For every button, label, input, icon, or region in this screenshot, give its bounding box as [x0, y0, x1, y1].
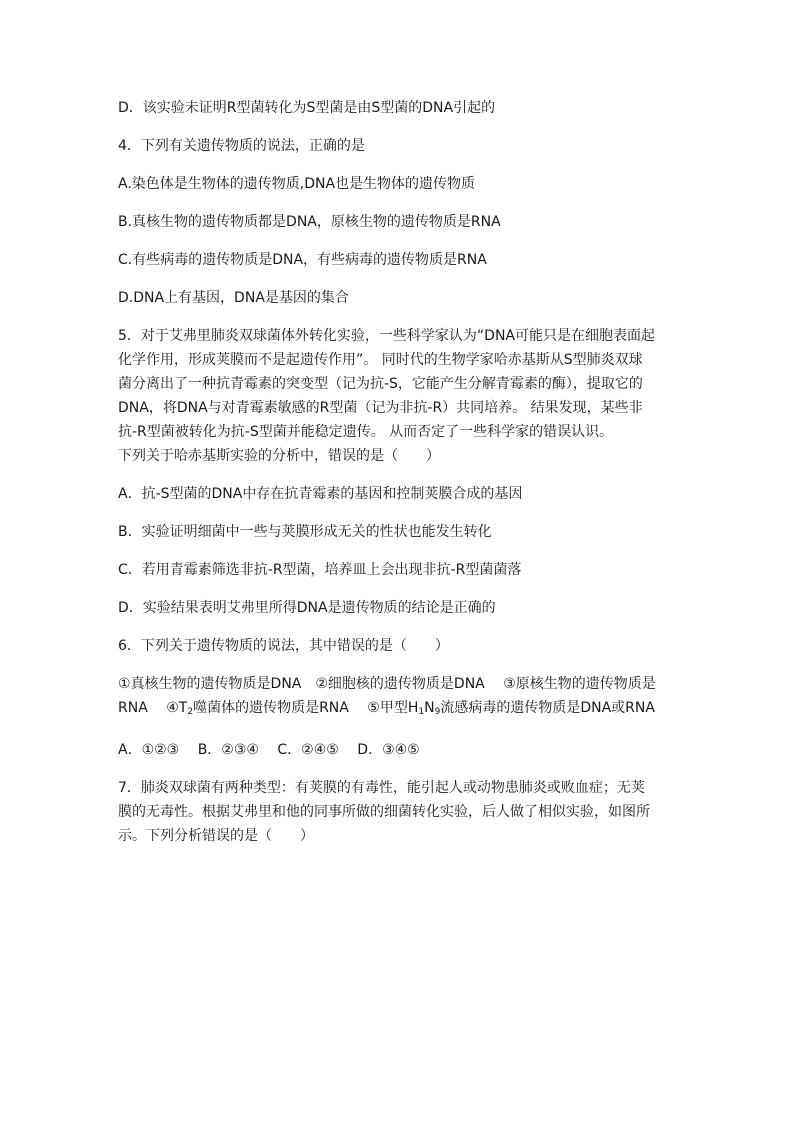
q6-line-2	[118, 696, 678, 724]
q5-line-6: 下列关于哈赤基斯实验的分析中，错误的是（ ）	[118, 448, 440, 464]
q6-line-2-part-a: RNA ④T	[118, 700, 188, 716]
q5-line-1: 5．对于艾弗里肺炎双球菌体外转化实验，一些科学家认为“DNA可能只是在细胞表面起	[118, 328, 655, 344]
q5-line-5: 抗-R型菌被转化为抗-S型菌并能稳定遗传。 从而否定了一些科学家的错误认识。	[118, 424, 614, 440]
q7-line-1: 7．肺炎双球菌有两种类型：有荚膜的有毒性，能引起人或动物患肺炎或败血症；无荚	[118, 780, 645, 796]
q6-line-1: ①真核生物的遗传物质是DNA ②细胞核的遗传物质是DNA ③原核生物的遗传物质是	[118, 676, 656, 692]
q6-options	[118, 738, 678, 762]
q5-option-a: A．抗-S型菌的DNA中存在抗青霉素的基因和控制荚膜合成的基因	[118, 486, 523, 502]
q5-line-3: 菌分离出了一种抗青霉素的突变型（记为抗-S，它能产生分解青霉素的酶），提取它的	[118, 376, 643, 392]
q5-line-4: DNA，将DNA与对青霉素敏感的R型菌（记为非抗-R）共同培养。 结果发现，某些非	[118, 400, 643, 416]
q7-stem	[118, 776, 678, 848]
q7-line-3: 示。下列分析错误的是（ ）	[118, 828, 314, 844]
q5-option-b: B．实验证明细菌中一些与荚膜形成无关的性状也能发生转化	[118, 524, 492, 540]
q6-option-c: C．②④⑤	[277, 742, 339, 758]
q6-line-2-part-c: N	[424, 700, 435, 716]
q6-subscript-h1: 1	[418, 707, 425, 717]
q5-option-c: C．若用青霉素筛选非抗-R型菌，培养皿上会出现非抗-R型菌菌落	[118, 562, 522, 578]
q6-line-2-part-d: 流感病毒的遗传物质是DNA或RNA	[440, 700, 655, 716]
q5-line-2: 化学作用，形成荚膜而不是起遗传作用”。 同时代的生物学家哈赤基斯从S型肺炎双球	[118, 352, 643, 368]
q6-subscript-t2: 2	[187, 707, 194, 717]
q4-option-d: D.DNA上有基因，DNA是基因的集合	[118, 290, 349, 306]
question-content	[118, 96, 678, 848]
q4-option-b: B.真核生物的遗传物质都是DNA，原核生物的遗传物质是RNA	[118, 214, 501, 230]
q4-stem: 4．下列有关遗传物质的说法，正确的是	[118, 138, 365, 154]
q6-option-a: A．①②③	[118, 742, 180, 758]
q7-line-2: 膜的无毒性。根据艾弗里和他的同事所做的细菌转化实验，后人做了相似实验，如图所	[118, 804, 650, 820]
q4-option-c: C.有些病毒的遗传物质是DNA，有些病毒的遗传物质是RNA	[118, 252, 487, 268]
q3-option-d: D．该实验未证明R型菌转化为S型菌是由S型菌的DNA引起的	[118, 100, 496, 116]
q6-statements	[118, 672, 678, 724]
q6-stem: 6．下列关于遗传物质的说法，其中错误的是（ ）	[118, 638, 449, 654]
q6-option-d: D．③④⑤	[357, 742, 420, 758]
q4-option-a: A.染色体是生物体的遗传物质,DNA也是生物体的遗传物质	[118, 176, 476, 192]
q6-subscript-n9: 9	[434, 707, 441, 717]
q6-line-2-part-b: 噬菌体的遗传物质是RNA ⑤甲型H	[193, 700, 419, 716]
q6-option-b: B．②③④	[197, 742, 259, 758]
q5-option-d: D．实验结果表明艾弗里所得DNA是遗传物质的结论是正确的	[118, 600, 496, 616]
q5-stem	[118, 324, 678, 468]
